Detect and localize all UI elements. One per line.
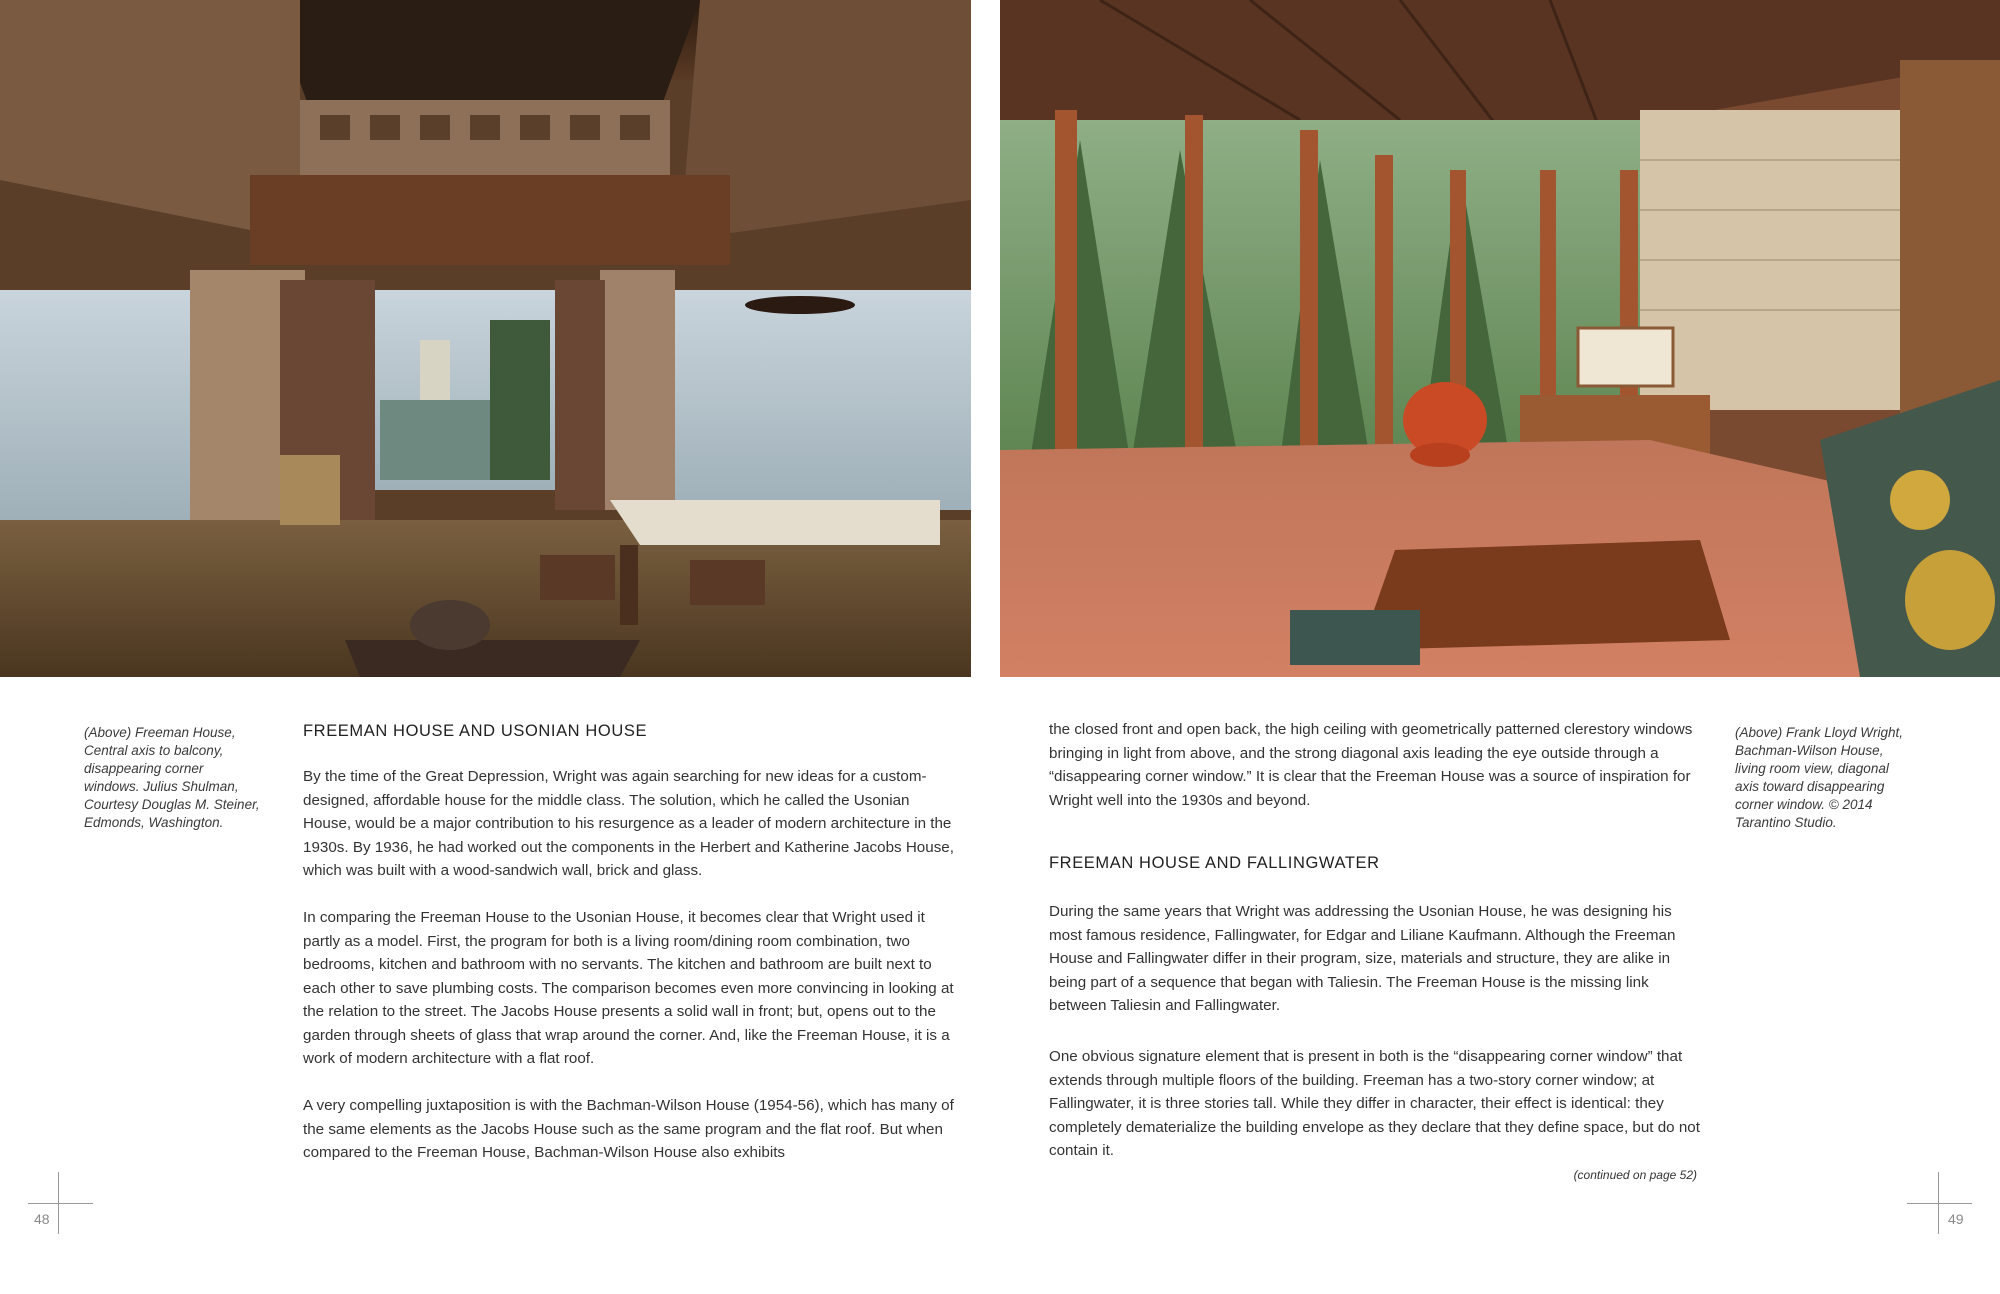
- crop-mark: [28, 1203, 93, 1204]
- paragraph-continuation: the closed front and open back, the high ceiling with geometrically patterned clerestory windows bringing in light from above, and the strong diagonal axis leading the eye outside through a “disappearing corner window.” It is clear that the Freeman House was a source of inspiration for Wright well into the 1930s and beyond.: [1049, 721, 1693, 809]
- paragraph: During the same years that Wright was addressing the Usonian House, he was designing his most famous residence, Fallingwater, for Edgar and Liliane Kaufmann. Although the Freeman House and Fallingwater differ in their program, size, materials and structure, they are alike in being part of a sequence that began with Taliesin. The Freeman House is the missing link between Taliesin and Fallingwater.: [1049, 903, 1676, 1014]
- bachman-wilson-house-photo: [1000, 0, 2000, 677]
- crop-mark: [1907, 1203, 1972, 1204]
- left-photo-caption: (Above) Freeman House, Central axis to balcony, disappearing corner windows. Julius Shulman, Courtesy Douglas M. Steiner, Edmonds, Washington.: [84, 725, 260, 830]
- paragraph: A very compelling juxtaposition is with the Bachman-Wilson House (1954-56), which has many of the same elements as the Jacobs House such as the same program and the flat roof. But when compared to the Freeman House, Bachman-Wilson House also exhibits: [303, 1097, 954, 1161]
- section-heading-usonian: FREEMAN HOUSE AND USONIAN HOUSE: [303, 722, 648, 740]
- page-number-left: 48: [34, 1211, 50, 1227]
- paragraph: One obvious signature element that is present in both is the “disappearing corner window” that extends through multiple floors of the building. Freeman has a two-story corner window; at Fallingwater, it is three stories tall. While they differ in character, their effect is identical: they completely dematerialize the building envelope as they declare that they define space, but do not contain it.: [1049, 1048, 1700, 1159]
- section-heading-fallingwater: FREEMAN HOUSE AND FALLINGWATER: [1049, 854, 1380, 872]
- freeman-house-photo: [0, 0, 971, 677]
- paragraph: By the time of the Great Depression, Wright was again searching for new ideas for a custom-designed, affordable house for the middle class. The solution, which he called the Usonian House, would be a major contribution to his resurgence as a leader of modern architecture in the 1930s. By 1936, he had worked out the components in the Herbert and Katherine Jacobs House, which was built with a wood-sandwich wall, brick and glass.: [303, 768, 954, 879]
- right-photo-caption: (Above) Frank Lloyd Wright, Bachman-Wilson House, living room view, diagonal axis toward disappearing corner window. © 2014 Tarantino Studio.: [1735, 725, 1904, 830]
- continued-note: (continued on page 52): [1573, 1168, 1697, 1182]
- page-number-right: 49: [1948, 1211, 1964, 1227]
- paragraph: In comparing the Freeman House to the Usonian House, it becomes clear that Wright used it partly as a model. First, the program for both is a living room/dining room combination, two bedrooms, kitchen and bathroom with no servants. The kitchen and bathroom are built next to each other to save plumbing costs. The comparison becomes even more convincing in looking at the relation to the street. The Jacobs House presents a solid wall in front; but, opens out to the garden through sheets of glass that wrap around the corner. And, like the Freeman House, it is a work of modern architecture with a flat roof.: [303, 909, 954, 1067]
